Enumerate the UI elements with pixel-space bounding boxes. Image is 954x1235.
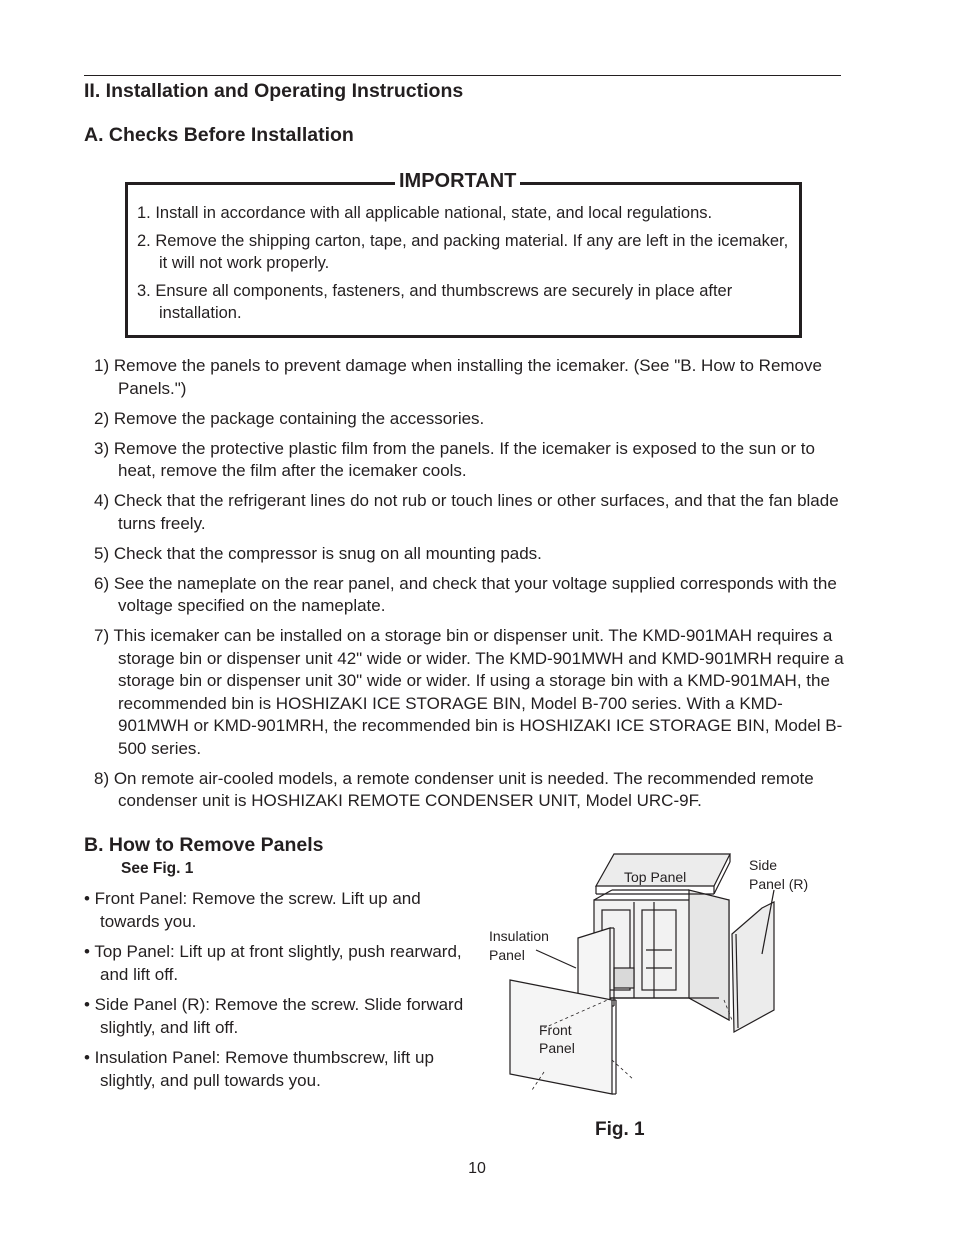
important-item: 3. Ensure all components, fasteners, and thumbscrews are securely in place after installation. — [137, 281, 733, 322]
panel-removal-item: • Side Panel (R): Remove the screw. Slide forward slightly, and lift off. — [84, 995, 464, 1037]
step-item: 5) Check that the compressor is snug on all mounting pads. — [94, 543, 542, 563]
panel-removal-item: • Top Panel: Lift up at front slightly, push rearward, and lift off. — [84, 942, 462, 984]
section-title: II. Installation and Operating Instructions — [84, 80, 464, 102]
step-item: 2) Remove the package containing the accessories. — [94, 408, 485, 428]
panel-removal-item: • Insulation Panel: Remove thumbscrew, lift up slightly, and pull towards you. — [84, 1048, 434, 1090]
panel-removal-list — [84, 888, 479, 1100]
important-title: IMPORTANT — [395, 170, 520, 193]
step-item: 6) See the nameplate on the rear panel, and check that your voltage supplied corresponds with the voltage specified on the nameplate. — [94, 573, 837, 615]
subsection-b-title: B. How to Remove Panels — [84, 834, 324, 856]
header-rule — [84, 75, 841, 76]
step-item: 7) This icemaker can be installed on a storage bin or dispenser unit. The KMD-901MAH requires a storage bin or dispenser unit 42" wide or wider. The KMD-901MWH and KMD-901MRH require a storage bin or dispenser unit 30" wide or wider. If using a storage bin with a KMD-901MAH, the recommended bin is HOSHIZAKI ICE STORAGE BIN, Model B-700 series. With a KMD-901MWH or KMD-901MRH, the recommended bin is HOSHIZAKI ICE STORAGE BIN, Model B-500 series. — [94, 626, 844, 758]
front-panel-label-line2: Panel — [539, 1040, 575, 1056]
insulation-panel-label-line1: Insulation — [489, 928, 549, 944]
page-number: 10 — [468, 1160, 486, 1177]
important-item: 1. Install in accordance with all applicable national, state, and local regulations. — [137, 204, 713, 222]
step-item: 1) Remove the panels to prevent damage when installing the icemaker. (See "B. How to Remove Panels.") — [94, 356, 822, 398]
insulation-panel-label-line2: Panel — [489, 947, 525, 963]
figure-caption: Fig. 1 — [595, 1119, 645, 1140]
front-panel-label-line1: Front — [539, 1022, 572, 1038]
installation-steps — [94, 355, 844, 820]
side-panel-label-line1: Side — [749, 857, 778, 873]
see-fig-note: See Fig. 1 — [121, 860, 194, 877]
panel-removal-figure — [484, 850, 844, 1110]
top-panel-label: Top Panel — [624, 869, 687, 885]
panel-removal-item: • Front Panel: Remove the screw. Lift up and towards you. — [84, 889, 421, 931]
step-item: 8) On remote air-cooled models, a remote condenser unit is needed. The recommended remote condenser unit is HOSHIZAKI REMOTE CONDENSER UNIT, Model URC-9F. — [94, 768, 814, 810]
subsection-a-title: A. Checks Before Installation — [84, 124, 354, 146]
important-item: 2. Remove the shipping carton, tape, and packing material. If any are left in the icemaker, it will not work properly. — [137, 231, 789, 272]
step-item: 4) Check that the refrigerant lines do not rub or touch lines or other surfaces, and that the fan blade turns freely. — [94, 491, 839, 533]
important-list — [137, 202, 793, 330]
side-panel-label-line2: Panel (R) — [749, 876, 809, 892]
step-item: 3) Remove the protective plastic film from the panels. If the icemaker is exposed to the sun or to heat, remove the film after the icemaker cools. — [94, 438, 815, 480]
